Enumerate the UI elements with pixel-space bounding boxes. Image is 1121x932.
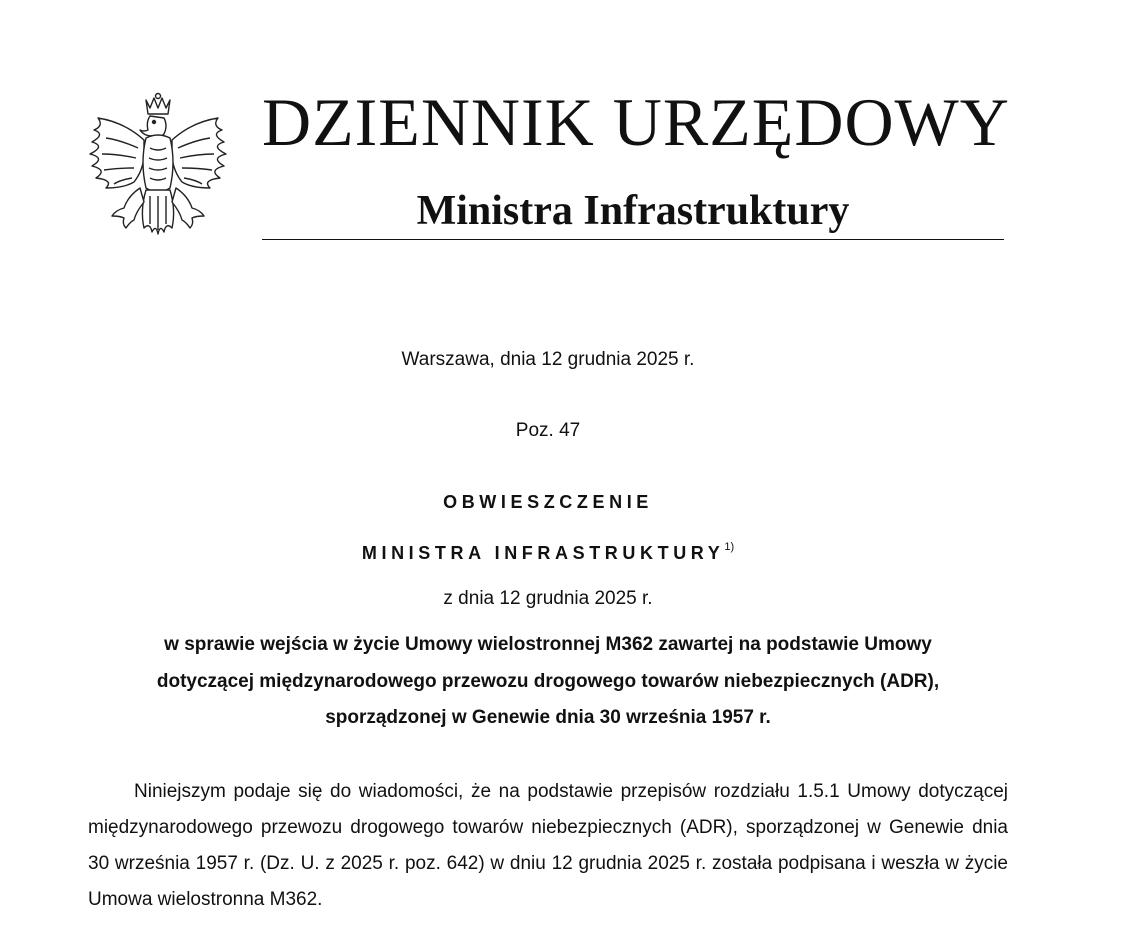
- journal-title: DZIENNIK URZĘDOWY: [262, 84, 1010, 160]
- masthead-divider: [262, 239, 1004, 240]
- act-subject-line-3: sporządzonej w Genewie dnia 30 września 1957 r.: [325, 707, 771, 728]
- eagle-emblem-icon: [84, 92, 232, 254]
- act-date: z dnia 12 grudnia 2025 r.: [443, 588, 653, 609]
- act-subject-line-2: dotyczącej międzynarodowego przewozu drogowego towarów niebezpiecznych (ADR),: [156, 671, 940, 692]
- act-issuer: [90, 537, 1006, 565]
- act-subject-line-1: w sprawie wejścia w życie Umowy wielostronnej M362 zawartej na podstawie Umowy: [164, 634, 932, 655]
- position-number: Poz. 47: [515, 420, 581, 441]
- footnote-reference[interactable]: 1): [724, 541, 735, 553]
- act-type: OBWIESZCZENIE: [443, 492, 653, 512]
- journal-subtitle: Ministra Infrastruktury: [416, 188, 850, 234]
- place-and-date: Warszawa, dnia 12 grudnia 2025 r.: [401, 349, 695, 370]
- act-issuer-text: MINISTRA INFRASTRUKTURY: [361, 543, 725, 563]
- body-paragraph: Niniejszym podaje się do wiadomości, że na podstawie przepisów rozdziału 1.5.1 Umowy dotyczącej międzynarodowego przewozu drogowego towarów niebezpiecznych (ADR), sporządzonej w Genewie dnia 30 września 1957 r. (Dz. U. z 2025 r. poz. 642) w dniu 12 grudnia 2025 r. została podpisana i weszła w życie Umowa wielostronna M362.: [88, 781, 1008, 910]
